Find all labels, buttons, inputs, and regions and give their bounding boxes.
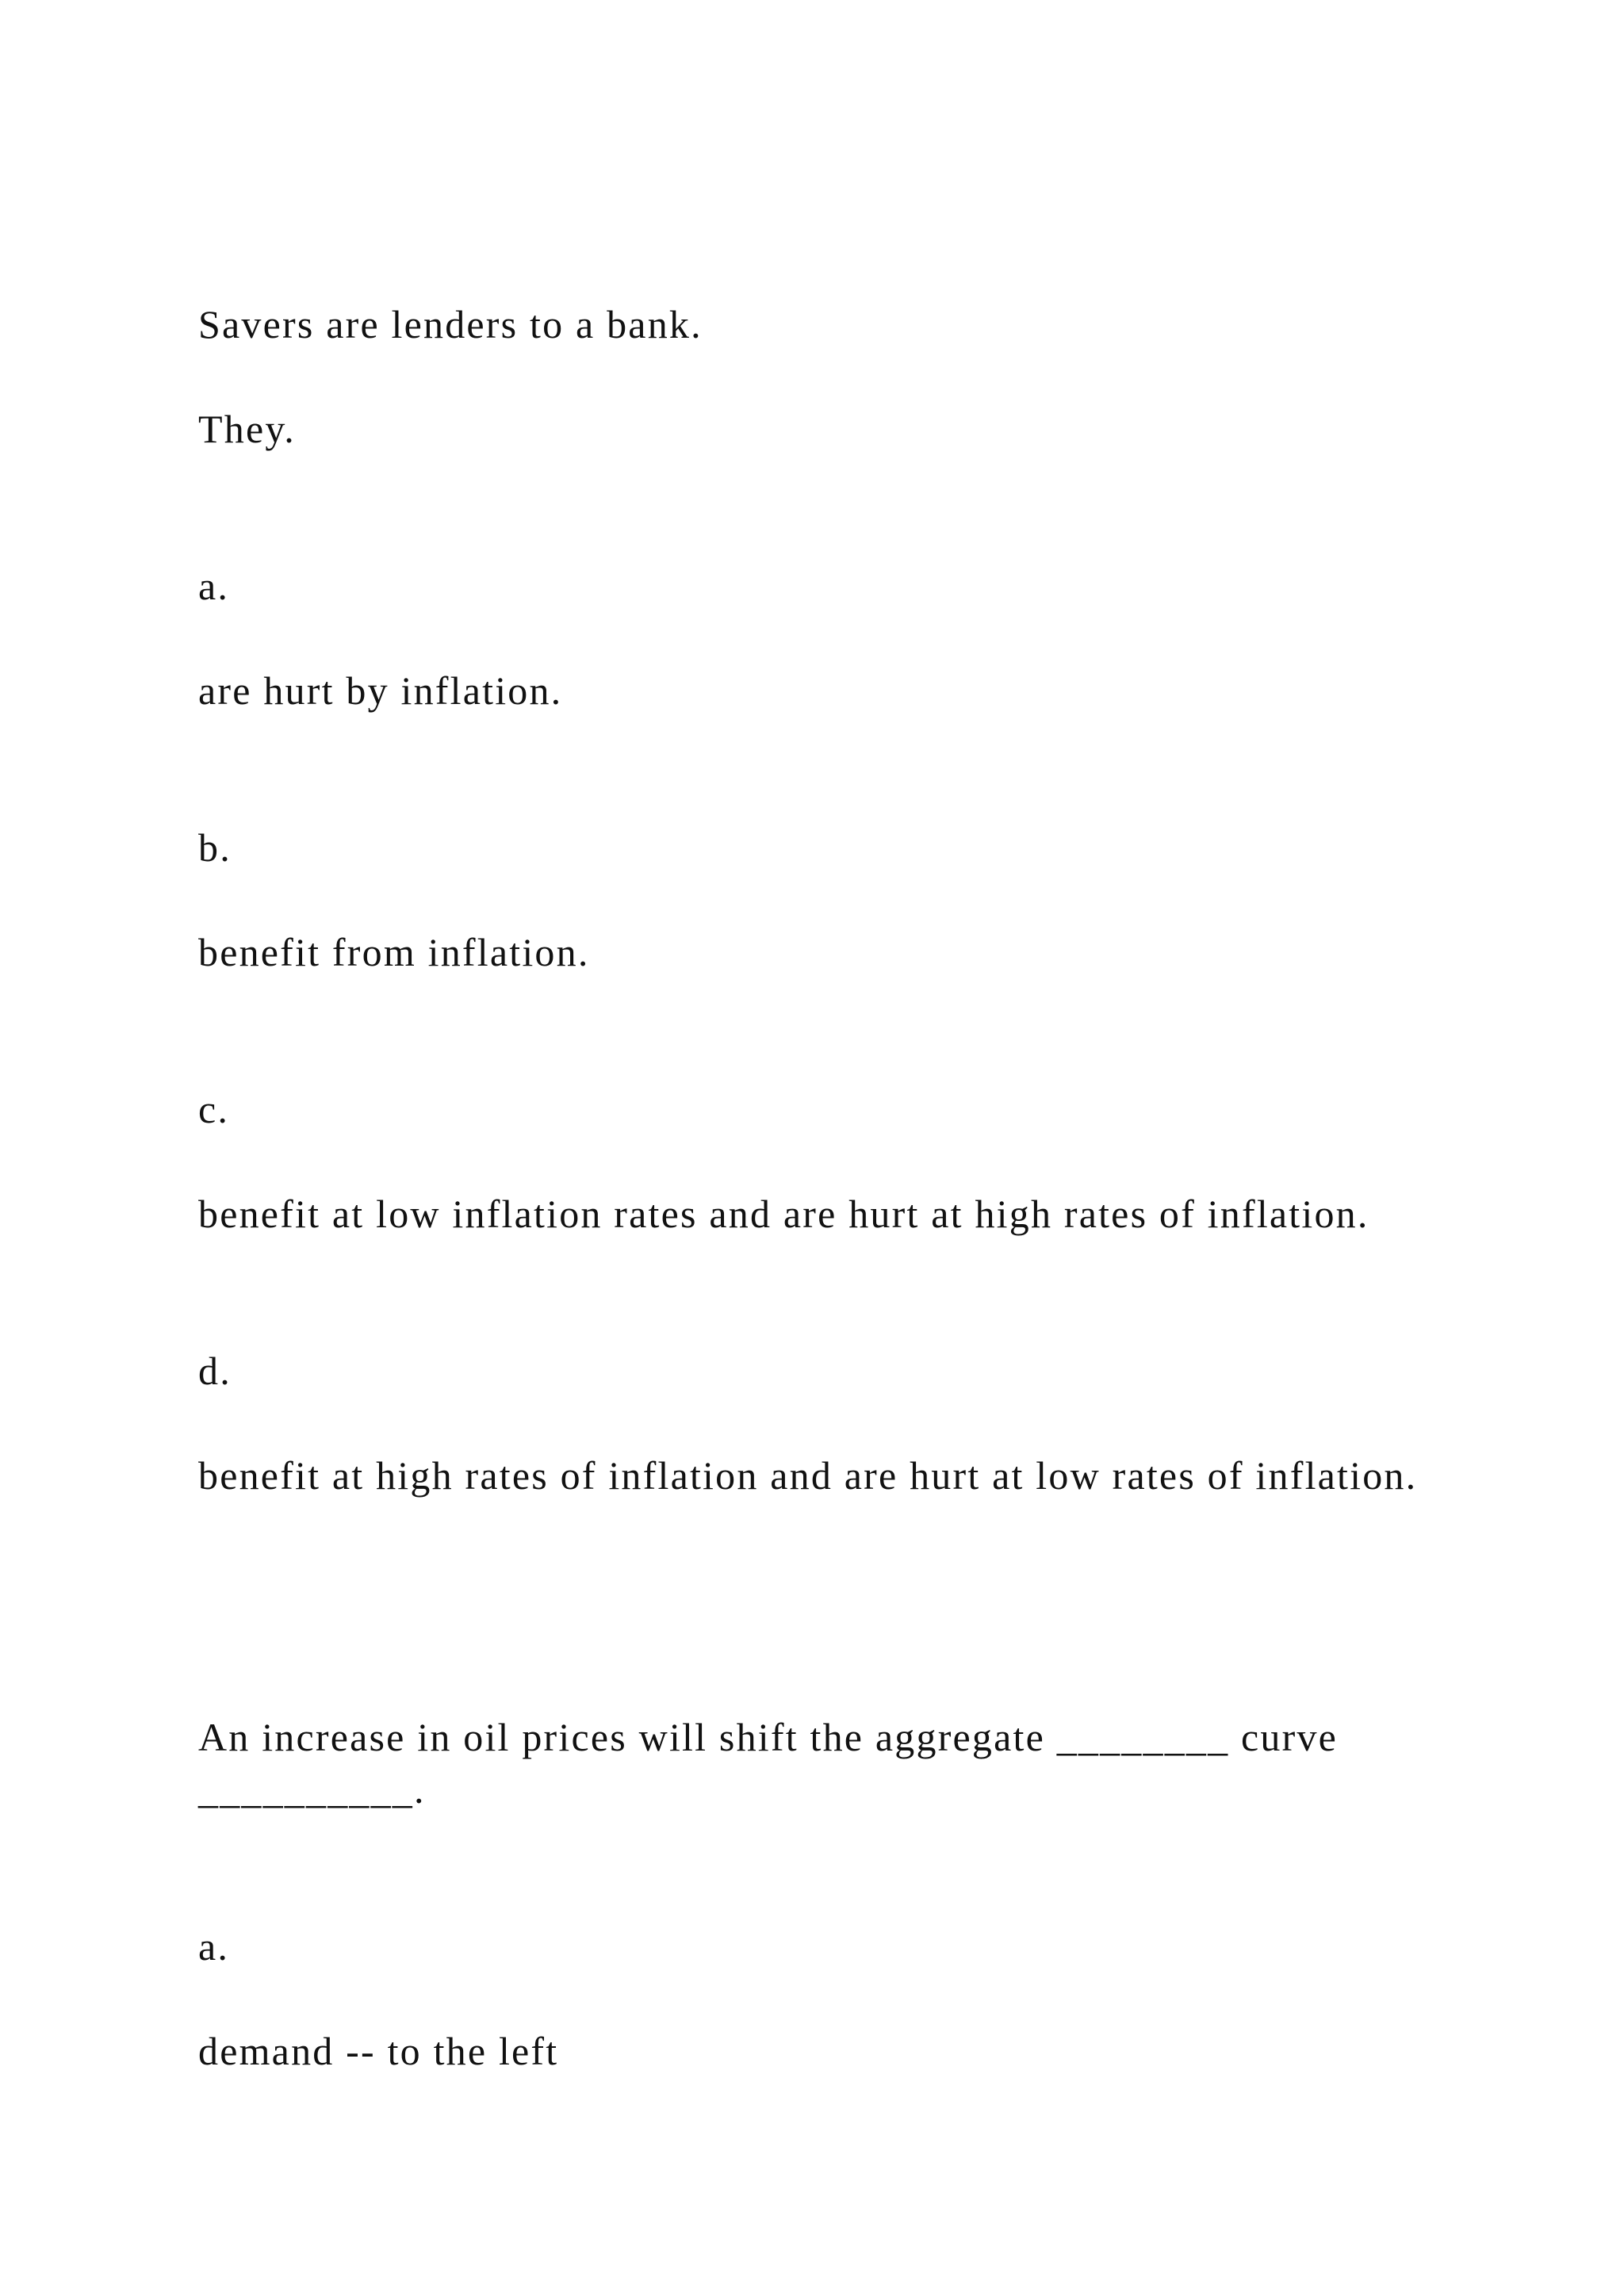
question-1-option-a-text: are hurt by inflation. (198, 668, 563, 713)
question-1-option-b-letter: b. (198, 825, 232, 870)
question-1-option-c-letter: c. (198, 1087, 230, 1131)
question-2-stem: An increase in oil prices will shift the aggregate ________ curve __________. (198, 1715, 1339, 1812)
question-1-option-b-text: benefit from inflation. (198, 930, 590, 974)
question-1-stem-continued: They. (198, 407, 296, 451)
question-1-option-c-text: benefit at low inflation rates and are hurt at high rates of inflation. (198, 1192, 1369, 1236)
question-1-stem: Savers are lenders to a bank. (198, 302, 703, 346)
question-1-option-d-letter: d. (198, 1349, 232, 1393)
question-2-option-a-letter: a. (198, 1924, 230, 1969)
question-1-option-d-text: benefit at high rates of inflation and are hurt at low rates of inflation. (198, 1453, 1418, 1498)
question-1-option-a-letter: a. (198, 564, 230, 608)
question-2-option-a-text: demand -- to the left (198, 2029, 559, 2073)
